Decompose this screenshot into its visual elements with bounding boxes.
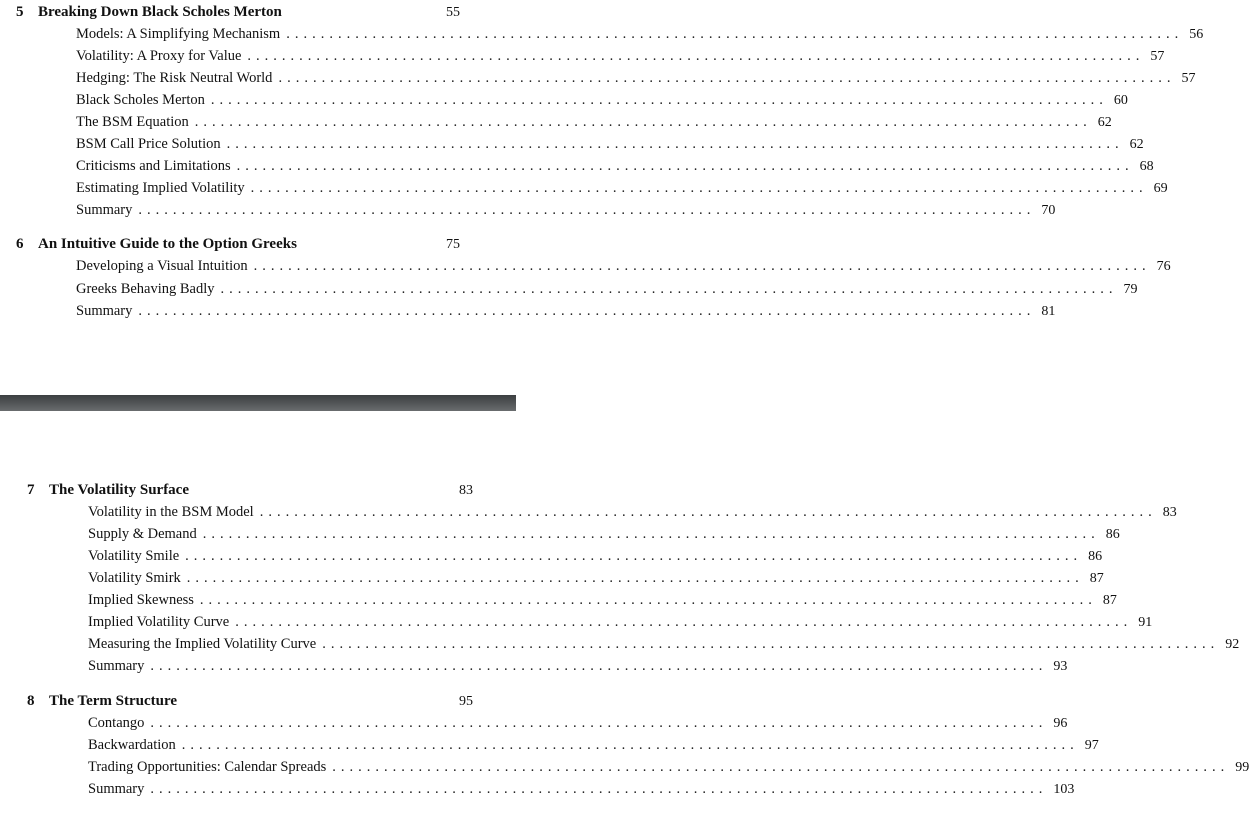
entry-page-number: 81 (1041, 304, 1056, 319)
entry-page-number: 69 (1153, 181, 1168, 196)
toc-entry[interactable] (76, 70, 1196, 92)
entry-page-number: 93 (1053, 659, 1068, 674)
toc-entry[interactable] (88, 614, 1153, 636)
entry-page-number: 96 (1053, 716, 1068, 731)
entry-title: Volatility Smile (88, 548, 180, 564)
entry-title: Summary (88, 781, 145, 797)
entry-title: Models: A Simplifying Mechanism (76, 26, 281, 42)
toc-entry[interactable] (88, 570, 1104, 592)
dot-leader: ........................................................................................................ (322, 636, 1220, 652)
entry-page-number: 92 (1225, 637, 1240, 652)
chapter-page-number: 95 (459, 694, 473, 709)
chapter-number: 7 (27, 482, 35, 498)
entry-page-number: 62 (1129, 137, 1144, 152)
entry-page-number: 60 (1113, 93, 1128, 108)
entry-title: Backwardation (88, 737, 176, 753)
toc-entry[interactable] (88, 548, 1103, 570)
chapter-title: The Volatility Surface (49, 482, 190, 498)
chapter-number: 8 (27, 693, 35, 709)
toc-entry[interactable] (76, 48, 1165, 70)
entry-title: BSM Call Price Solution (76, 136, 221, 152)
toc-entry[interactable] (88, 504, 1177, 526)
entry-page-number: 57 (1181, 71, 1196, 86)
chapter-number: 6 (16, 236, 24, 252)
toc-entry[interactable] (76, 136, 1144, 158)
toc-entry[interactable] (88, 715, 1068, 737)
entry-title: Contango (88, 715, 145, 731)
entry-page-number: 86 (1105, 527, 1120, 542)
toc-entry[interactable] (88, 759, 1249, 781)
entry-title: Implied Volatility Curve (88, 614, 230, 630)
chapter-title: The Term Structure (49, 693, 178, 709)
dot-leader: ........................................................................................................ (150, 781, 1048, 797)
entry-page-number: 76 (1156, 259, 1171, 274)
entry-title: Volatility Smirk (88, 570, 181, 586)
dot-leader: ........................................................................................................ (194, 114, 1092, 130)
entry-page-number: 91 (1138, 615, 1153, 630)
chapter-number: 5 (16, 4, 24, 20)
chapter-heading[interactable] (16, 4, 460, 26)
dot-leader: ........................................................................................................ (138, 202, 1036, 218)
chapter-heading[interactable] (16, 236, 460, 258)
entry-page-number: 56 (1189, 27, 1204, 42)
toc-entry[interactable] (76, 258, 1171, 280)
toc-entry[interactable] (76, 281, 1138, 303)
entry-title: Measuring the Implied Volatility Curve (88, 636, 317, 652)
entry-page-number: 87 (1089, 571, 1104, 586)
entry-title: Summary (76, 303, 133, 319)
entry-page-number: 103 (1053, 782, 1075, 797)
entry-title: Implied Skewness (88, 592, 194, 608)
entry-page-number: 62 (1097, 115, 1112, 130)
entry-title: Greeks Behaving Badly (76, 281, 215, 297)
dot-leader: ........................................................................................................ (259, 504, 1157, 520)
entry-page-number: 70 (1041, 203, 1056, 218)
dot-leader: ........................................................................................................ (286, 26, 1184, 42)
dot-leader: ........................................................................................................ (210, 92, 1108, 108)
entry-page-number: 87 (1102, 593, 1117, 608)
chapter-heading[interactable] (27, 482, 473, 504)
dot-leader: ........................................................................................................ (226, 136, 1124, 152)
entry-title: Hedging: The Risk Neutral World (76, 70, 273, 86)
dot-leader: ........................................................................................................ (186, 570, 1084, 586)
chapter-page-number: 75 (446, 237, 460, 252)
toc-entry[interactable] (88, 526, 1120, 548)
dot-leader: ........................................................................................................ (199, 592, 1097, 608)
dot-leader: ........................................................................................................ (220, 281, 1118, 297)
entry-title: Criticisms and Limitations (76, 158, 231, 174)
chapter-page-number: 83 (459, 483, 473, 498)
dot-leader: ........................................................................................................ (250, 180, 1148, 196)
chapter-heading[interactable] (27, 693, 473, 715)
entry-title: The BSM Equation (76, 114, 189, 130)
entry-title: Developing a Visual Intuition (76, 258, 248, 274)
dot-leader: ........................................................................................................ (138, 303, 1036, 319)
entry-page-number: 86 (1088, 549, 1103, 564)
entry-page-number: 68 (1139, 159, 1154, 174)
dot-leader: ........................................................................................................ (185, 548, 1083, 564)
entry-title: Black Scholes Merton (76, 92, 205, 108)
dot-leader: ........................................................................................................ (150, 715, 1048, 731)
entry-title: Volatility: A Proxy for Value (76, 48, 242, 64)
dot-leader: ........................................................................................................ (247, 48, 1145, 64)
toc-page-upper (0, 0, 1204, 395)
dot-leader: ........................................................................................................ (235, 614, 1133, 630)
toc-entry[interactable] (76, 202, 1056, 224)
page-separator (0, 395, 516, 411)
entry-page-number: 97 (1084, 738, 1099, 753)
toc-entry[interactable] (88, 658, 1068, 680)
dot-leader: ........................................................................................................ (278, 70, 1176, 86)
dot-leader: ........................................................................................................ (332, 759, 1230, 775)
entry-title: Trading Opportunities: Calendar Spreads (88, 759, 327, 775)
entry-title: Summary (88, 658, 145, 674)
chapter-title: Breaking Down Black Scholes Merton (38, 4, 282, 20)
entry-title: Estimating Implied Volatility (76, 180, 245, 196)
toc-entry[interactable] (76, 26, 1204, 48)
dot-leader: ........................................................................................................ (150, 658, 1048, 674)
toc-entry[interactable] (76, 180, 1168, 202)
entry-title: Supply & Demand (88, 526, 197, 542)
entry-page-number: 79 (1123, 282, 1138, 297)
chapter-title: An Intuitive Guide to the Option Greeks (38, 236, 297, 252)
dot-leader: ........................................................................................................ (236, 158, 1134, 174)
toc-entry[interactable] (76, 158, 1154, 180)
toc-entry[interactable] (88, 592, 1117, 614)
dot-leader: ........................................................................................................ (202, 526, 1100, 542)
toc-entry[interactable] (88, 781, 1075, 803)
entry-page-number: 57 (1150, 49, 1165, 64)
dot-leader: ........................................................................................................ (253, 258, 1151, 274)
dot-leader: ........................................................................................................ (181, 737, 1079, 753)
chapter-page-number: 55 (446, 5, 460, 20)
toc-entry[interactable] (88, 636, 1240, 658)
entry-title: Summary (76, 202, 133, 218)
entry-page-number: 83 (1162, 505, 1177, 520)
entry-title: Volatility in the BSM Model (88, 504, 254, 520)
toc-entry[interactable] (76, 114, 1112, 136)
toc-entry[interactable] (76, 92, 1128, 114)
entry-page-number: 99 (1235, 760, 1249, 775)
toc-entry[interactable] (88, 737, 1099, 759)
toc-page-lower (0, 411, 1249, 813)
toc-entry[interactable] (76, 303, 1056, 325)
